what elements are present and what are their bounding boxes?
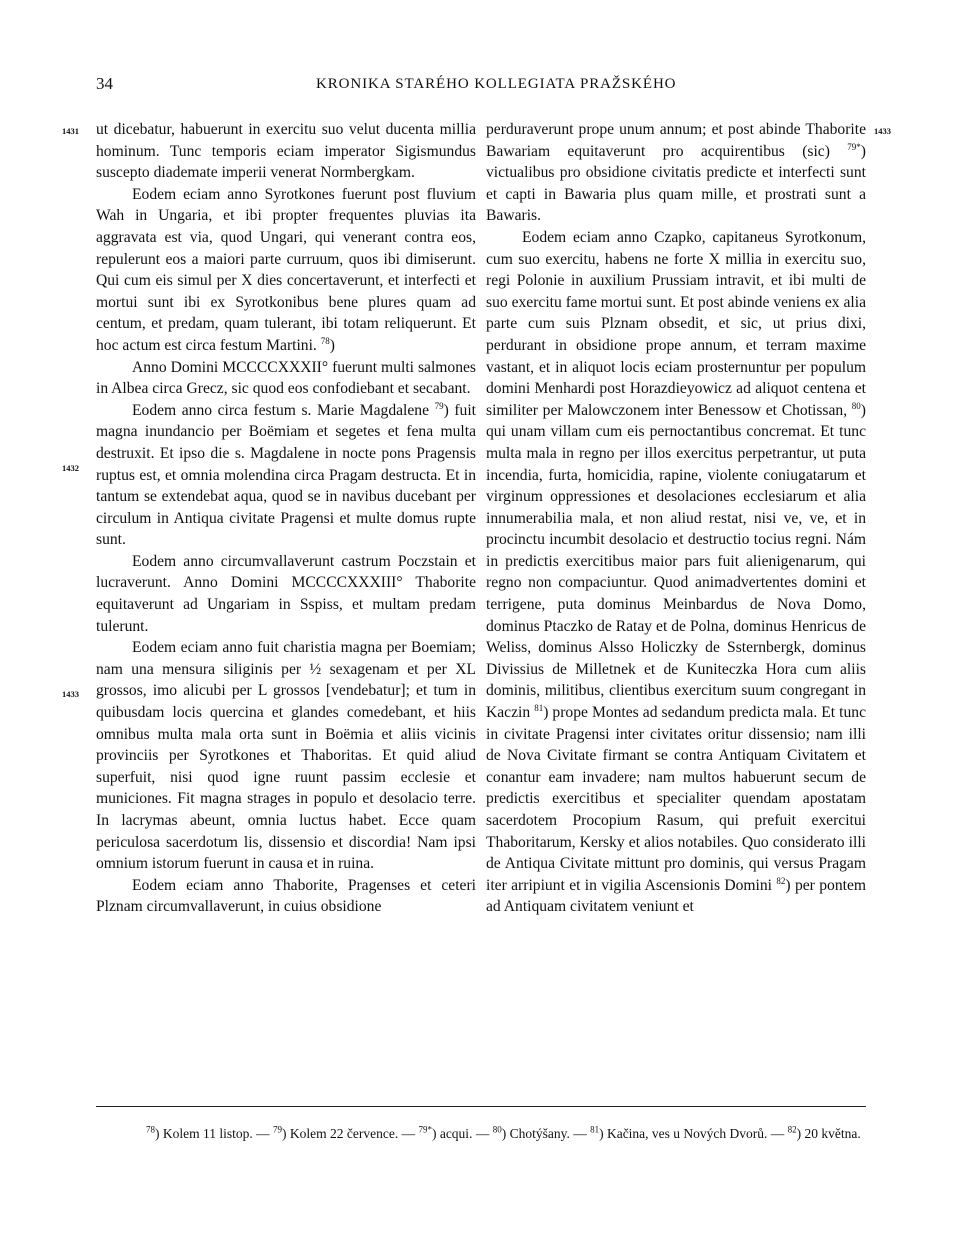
paragraph: Eodem anno circumvallaverunt castrum Poczstain et lucraverunt. Anno Domini MCCCCXXXIII° Thaborite equitaverunt ad Ungariam in Sspiss, et multam predam tulerunt. <box>96 552 476 635</box>
paragraph: perduraverunt prope unum annum; et post abinde Thaborite Bawariam equitaverunt pro acquirentibus (sic) $^{79*}$) victualibus pro obsidione civitatis predicte et interfecti sunt et capti in Bawaria plus quam mille, et prostrati sunt a Bawaris. <box>486 121 866 225</box>
paragraph: Eodem anno circa festum s. Marie Magdalene $^{79}$) fuit magna inundancio per Boëmiam et segetes et fena multa destruxit. Et ipso die s. Magdalene in nocte pons Pragensis ruptus est, et omnia molendina circa Pragam destructa. Et in tantum se extendebat aqua, quod se in navibus ducebant per circulum in Antiqua civitate Pragensi et multe domus rupte sunt. <box>96 400 476 549</box>
footnote-ref: 81 <box>534 702 544 713</box>
margin-year-1432: 1432 <box>62 463 79 473</box>
right-column <box>486 119 866 918</box>
footnote-ref: 80 <box>851 400 861 411</box>
paragraph: ut dicebatur, habuerunt in exercitu suo velut ducenta millia hominum. Tunc temporis eciam imperator Sigismundus suscepto diademate imperii venerat Normbergkam. <box>96 121 476 182</box>
footnote-ref: 82 <box>776 875 786 886</box>
paragraph: Eodem eciam anno Czapko, capitaneus Syrotkonum, cum suo exercitu, habens ne forte X millia in exercitu suo, regi Polonie in auxilium Prussiam intravit, et ibi multi de suo exercitu fame mortui sunt. Et post abinde veniens ex alia parte cum suis Plznam obsedit, et sic, ut prius dixi, perdurant in obsidione prope annum, et terram maxime vastant, et in aliquot locis eciam prosternuntur per populum domini Menhardi post Horazdieyowicz ad aliquot centena et similiter per Malowczonem inter Benessow et Chotissan, $^{80}$) qui unam villam cum eis pernoctantibus concremat. Et tunc multa mala in regno per illos exercitus perpetrantur, ut puta incendia, furta, homicidia, rapine, violente coniugatarum et virginum oppressiones et desolaciones ecclesiarum et alia innumerabilia mala, et non aliud restat, nisi ve, ve, et in procinctu incumbit desolacio et destructio tocius regni. Nám in predictis exercitibus maior pars fuit alienigenarum, qui regno non compaciuntur. Quod animadvertentes domini et terrigene, puta dominus Meinbardus de Nova Domo, dominus Ptaczko de Ratay et de Polna, dominus Henricus de Weliss, dominus Alsso Holiczky de Ssternbergk, dominus Divissius de Milletnek et de Kuniteczka Hora cum aliis dominis, militibus, clientibus exercitum suum congregant in Kaczin $^{81}$) prope Montes ad sedandum predicta mala. Et tunc in civitate Pragensi inter civitates oritur dissensio; nam illi de Nova Civitate firmant se contra Antiquam Civitatem et conantur eam invadere; nam multos habuerunt secum de predictis exercitibus et specialiter quendam apostatam sacerdotem Procopium Rasum, qui prefuit exercitui Thaboritarum, Kersky et alios notabiles. Quo considerato illi de Antiqua Civitate mittunt pro dominis, qui versus Pragam iter arripiunt et in vigilia Ascensionis Domini $^{82}$) per pontem ad Antiquam civitatem veniunt et <box>486 228 867 916</box>
footnote-rule <box>96 1106 866 1107</box>
paragraph: Eodem eciam anno fuit charistia magna per Boemiam; nam una mensura siliginis per ½ sexagenam et per XL grossos, imo alicubi per L grossos [vendebatur]; et tum in quibusdam locis quercina et glandes comedebant, et hiis omnibus multa mala orta sunt in Boëmia et aliis vicinis provinciis per Syrotkones et Thaboritas. Et quid aliud superfuit, nisi quod igne ruunt passim ecclesie et municiones. Fit magna strages in populo et desolacio terre. In lacrymas abeunt, omnia luctus habet. Ecce quam periculosa sacerdotum lis, dissensio et discordia! Nam ipsi omnium istorum fuerunt in causa et in ruina. <box>96 639 476 873</box>
running-head: KRONIKA STARÉHO KOLLEGIATA PRAŽSKÉHO <box>316 76 677 92</box>
margin-year-1433-left: 1433 <box>62 689 79 699</box>
paragraph: Anno Domini MCCCCXXXII° fuerunt multi salmones in Albea circa Grecz, sic quod eos confodiebant et secabant. <box>96 358 476 398</box>
margin-year-1433-right: 1433 <box>874 126 891 136</box>
page-number: 34 <box>96 74 113 93</box>
footnote-ref: 78 <box>320 335 330 346</box>
footnote-line: $^{78}$) Kolem 11 listop. — $^{79}$) Kolem 22 července. — $^{79*}$) acqui. — $^{80}$) Chotýšany. — $^{81}$) Kačina, ves u Nových Dvorů. — $^{82}$) 20 května. <box>146 1124 861 1141</box>
paragraph: Eodem eciam anno Syrotkones fuerunt post fluvium Wah in Ungaria, et ibi propter frequentes pluvias ita aggravata est via, quod Ungari, qui venerant contra eos, repulerunt eos a maiori parte curruum, quos ibi dimiserunt. Qui cum eis simul per X dies concertaverunt, et interfecti et mortui sunt ibi ex Syrotkonibus bene plures quam ad centum, et predam, quam tulerant, ibi totam reliquerunt. Et hoc actum est circa festum Martini. $^{78}$) <box>96 185 476 354</box>
margin-year-1431: 1431 <box>62 126 79 136</box>
footnote-ref: 79* <box>847 141 861 152</box>
paragraph: Eodem eciam anno Thaborite, Pragenses et ceteri Plznam circumvallaverunt, in cuius obsidione <box>96 876 476 916</box>
left-column <box>96 119 476 918</box>
footnote-ref: 79 <box>434 400 444 411</box>
footnotes <box>96 1124 866 1143</box>
